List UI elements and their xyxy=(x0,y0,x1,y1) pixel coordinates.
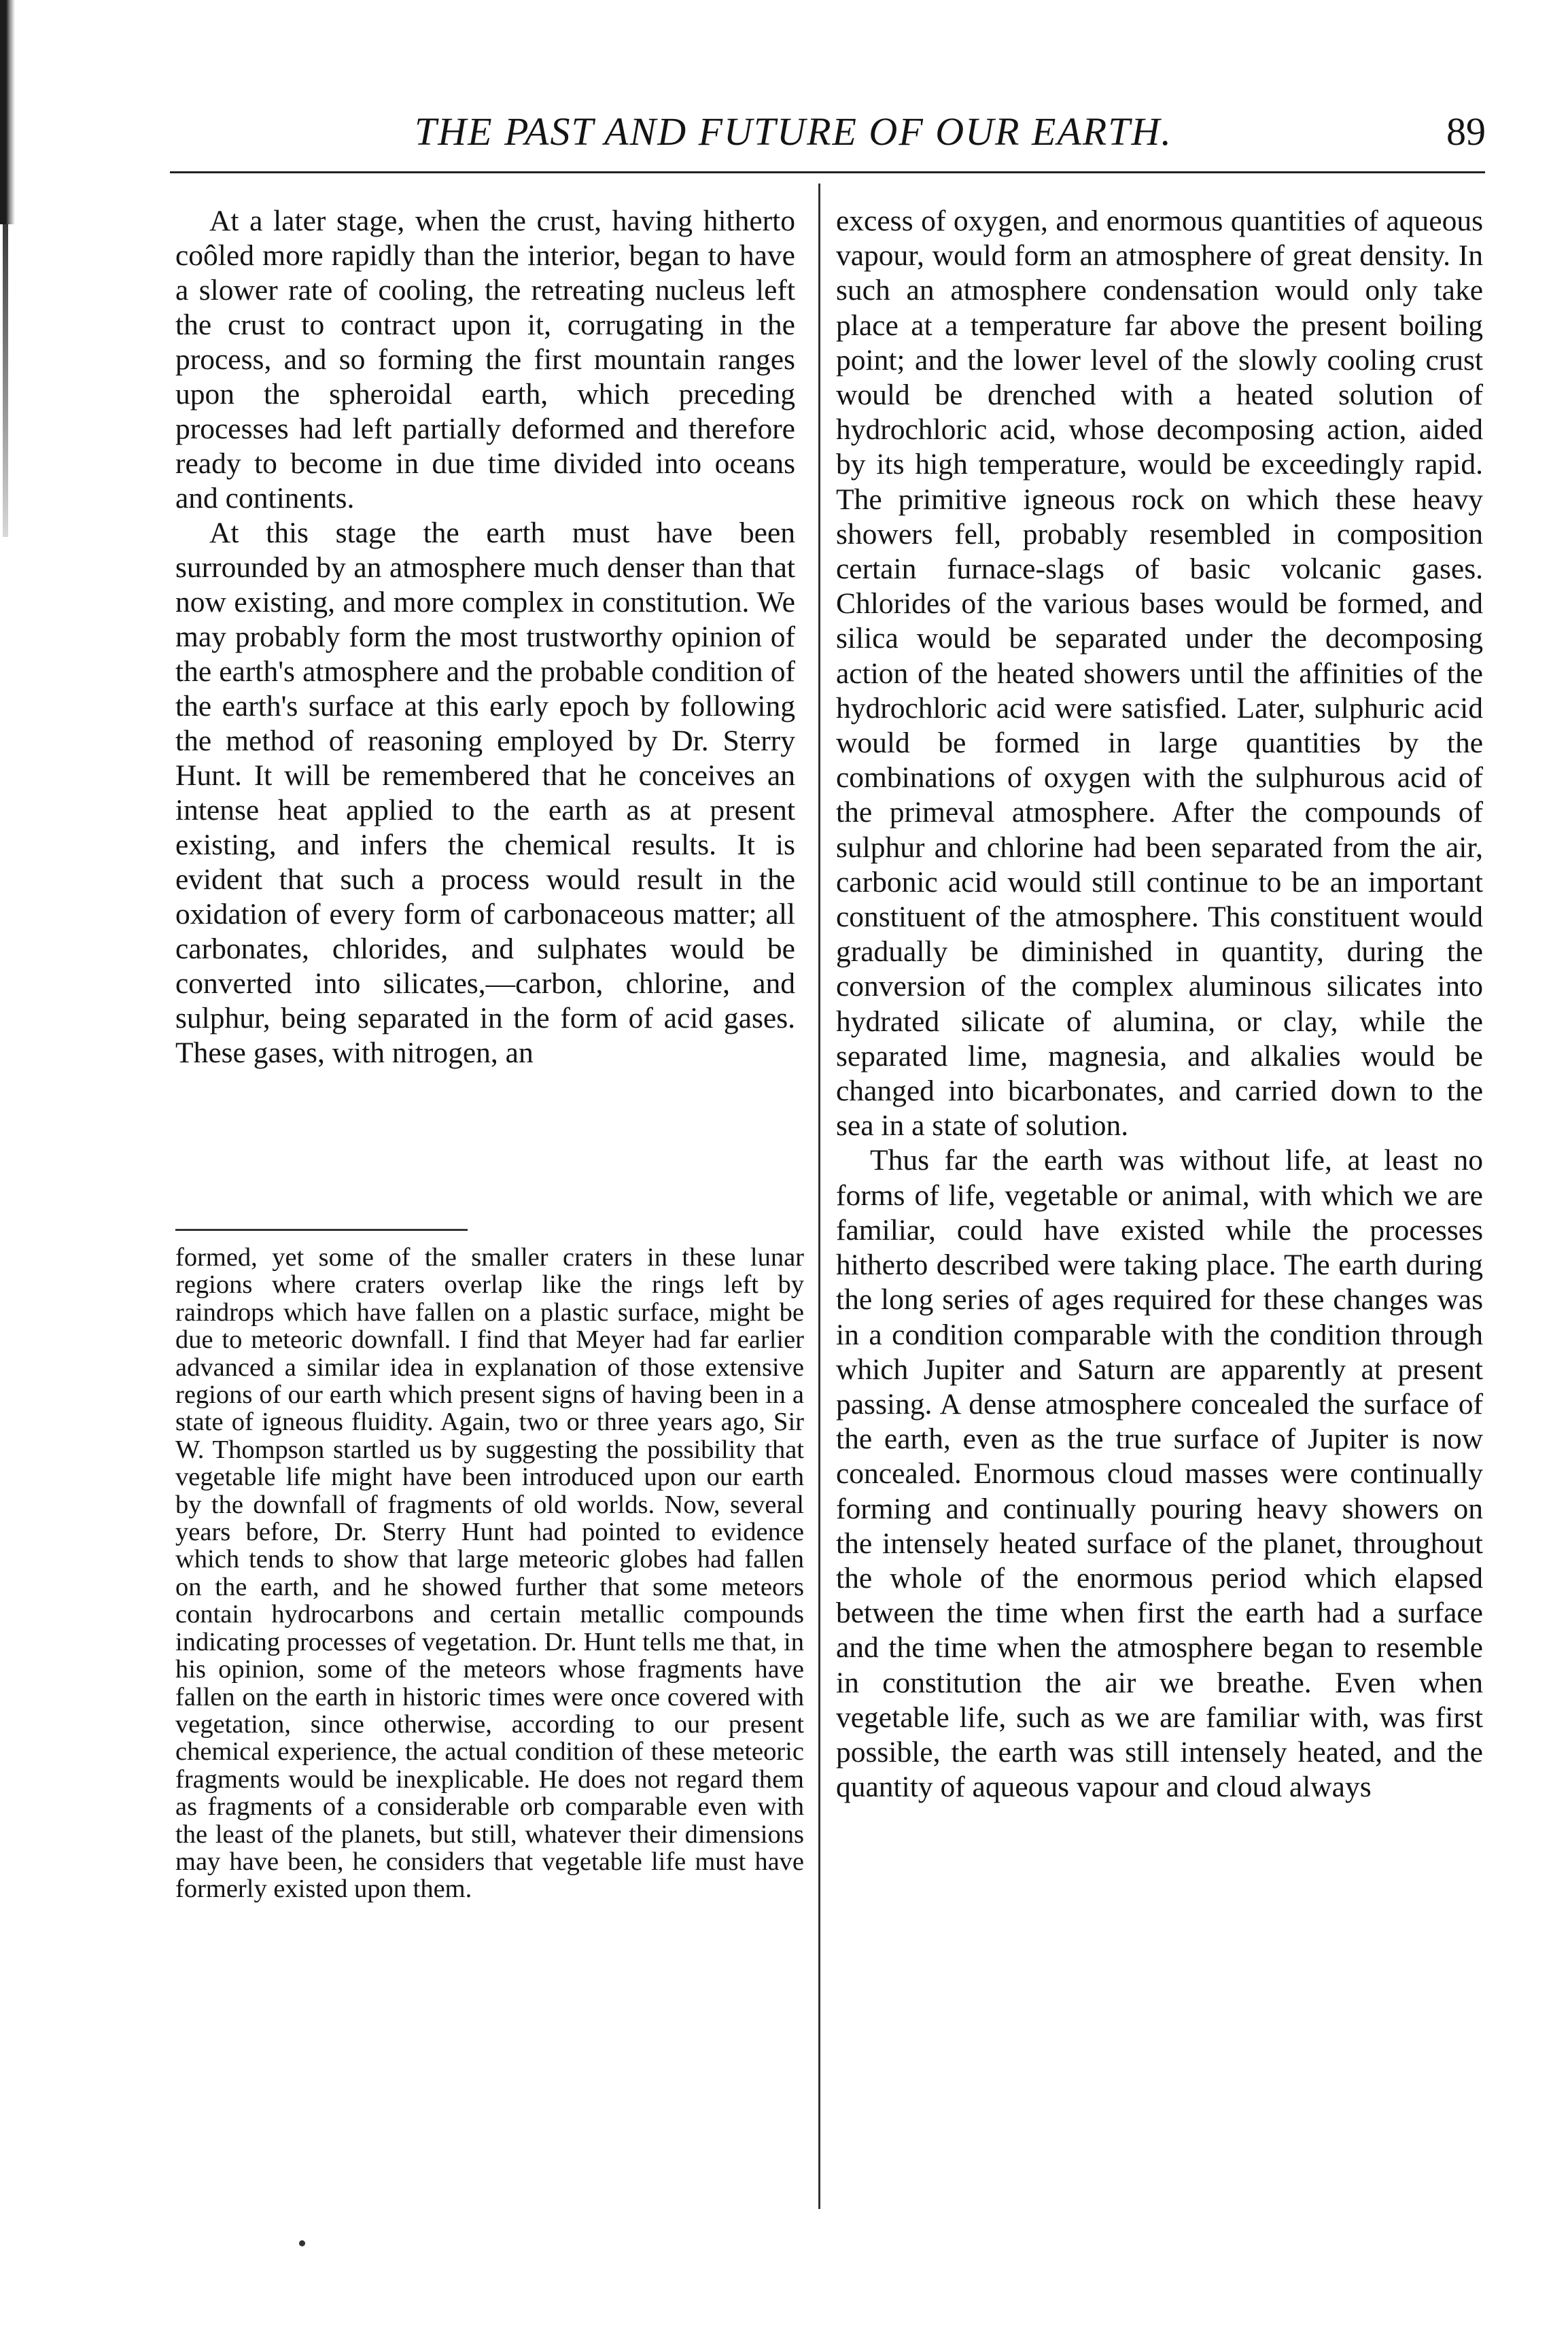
footnote-rule xyxy=(175,1229,468,1231)
binding-edge xyxy=(0,0,15,224)
right-column xyxy=(836,204,1483,1805)
footnote xyxy=(175,1244,804,1903)
running-title: THE PAST AND FUTURE OF OUR EARTH. xyxy=(415,109,1172,154)
paragraph: Thus far the earth was without life, at least no forms of life, vegetable or animal, with which we are familiar, could have existed while the processes hitherto described were taking place. The earth during the long series of ages required for these changes was in a condition comparable with the condition through which Jupiter and Saturn are apparently at present passing. A dense atmosphere concealed the surface of the earth, even as the true surface of Jupiter is now concealed. Enormous cloud masses were continually forming and continually pouring heavy showers on the intensely heated surface of the planet, throughout the whole of the enormous period which elapsed between the time when first the earth had a surface and the time when the atmosphere began to resemble in constitution the air we breathe. Even when vegetable life, such as we are familiar with, was first possible, the earth was still intensely heated, and the quantity of aqueous vapour and cloud always xyxy=(836,1144,1483,1804)
footnote-text: formed, yet some of the smaller craters in these lunar regions where craters overlap like the rings left by raindrops which have fallen on a plastic surface, might be due to meteoric downfall. I find that Meyer had far earlier advanced a similar idea in explanation of those extensive regions of our earth which present signs of having been in a state of igneous fluidity. Again, two or three years ago, Sir W. Thompson startled us by suggesting the possibility that vegetable life might have been introduced upon our earth by the downfall of fragments of old worlds. Now, several years before, Dr. Sterry Hunt had pointed to evidence which tends to show that large meteoric globes had fallen on the earth, and he showed further that some meteors contain hydrocarbons and certain metallic compounds indicating processes of vegetation. Dr. Hunt tells me that, in his opinion, some of the meteors whose fragments have fallen on the earth in historic times were once covered with vegetation, since otherwise, according to our present chemical experience, the actual condition of these meteoric fragments would be inexplicable. He does not regard them as fragments of a considerable orb comparable even with the least of the planets, but still, whatever their dimensions may have been, he considers that vegetable life must have formerly existed upon them. xyxy=(175,1243,804,1904)
paragraph: excess of oxygen, and enormous quantities of aqueous vapour, would form an atmosphere of great density. In such an atmosphere condensation would only take place at a temperature far above the present boiling point; and the lower level of the slowly cooling crust would be drenched with a heated solution of hydrochloric acid, whose decomposing action, aided by its high temperature, would be exceedingly rapid. The primitive igneous rock on which these heavy showers fell, probably resembled in composition certain furnace-slags of basic volcanic gases. Chlorides of the various bases would be formed, and silica would be separated under the decomposing action of the heated showers until the affinities of the hydrochloric acid were satisfied. Later, sulphuric acid would be formed in large quantities by the combinations of oxygen with the sulphurous acid of the primeval atmosphere. After the compounds of sulphur and chlorine had been separated from the air, carbonic acid would still continue to be an important constituent of the atmosphere. This constituent would gradually be diminished in quantity, during the conversion of the complex aluminous silicates into hydrated silicate of alumina, or clay, while the separated lime, magnesia, and alkalies would be changed into bicarbonates, and carried down to the sea in a state of solution. xyxy=(836,205,1483,1143)
binding-shadow xyxy=(3,224,8,537)
header-rule xyxy=(170,171,1485,173)
page-number: 89 xyxy=(1446,109,1486,154)
left-column xyxy=(175,204,795,1071)
paragraph: At a later stage, when the crust, having hitherto coôled more rapidly than the interior, began to have a slower rate of cooling, the retreating nucleus left the crust to contract upon it, corrugating in the process, and so forming the first mountain ranges upon the spheroidal earth, which preceding processes had left partially deformed and therefore ready to become in due time divided into oceans and continents. xyxy=(175,205,795,515)
paragraph: At this stage the earth must have been surrounded by an atmosphere much denser than that now existing, and more complex in constitution. We may probably form the most trustworthy opinion of the earth's atmosphere and the probable condition of the earth's surface at this early epoch by following the method of reasoning employed by Dr. Sterry Hunt. It will be remembered that he conceives an intense heat applied to the earth as at present existing, and infers the chemical results. It is evident that such a process would result in the oxidation of every form of carbonaceous matter; all carbonates, chlorides, and sulphates would be converted into silicates,—carbon, chlorine, and sulphur, being separated in the form of acid gases. These gases, with nitrogen, an xyxy=(175,517,795,1069)
column-divider xyxy=(818,184,820,2209)
printer-mark xyxy=(299,2240,305,2246)
